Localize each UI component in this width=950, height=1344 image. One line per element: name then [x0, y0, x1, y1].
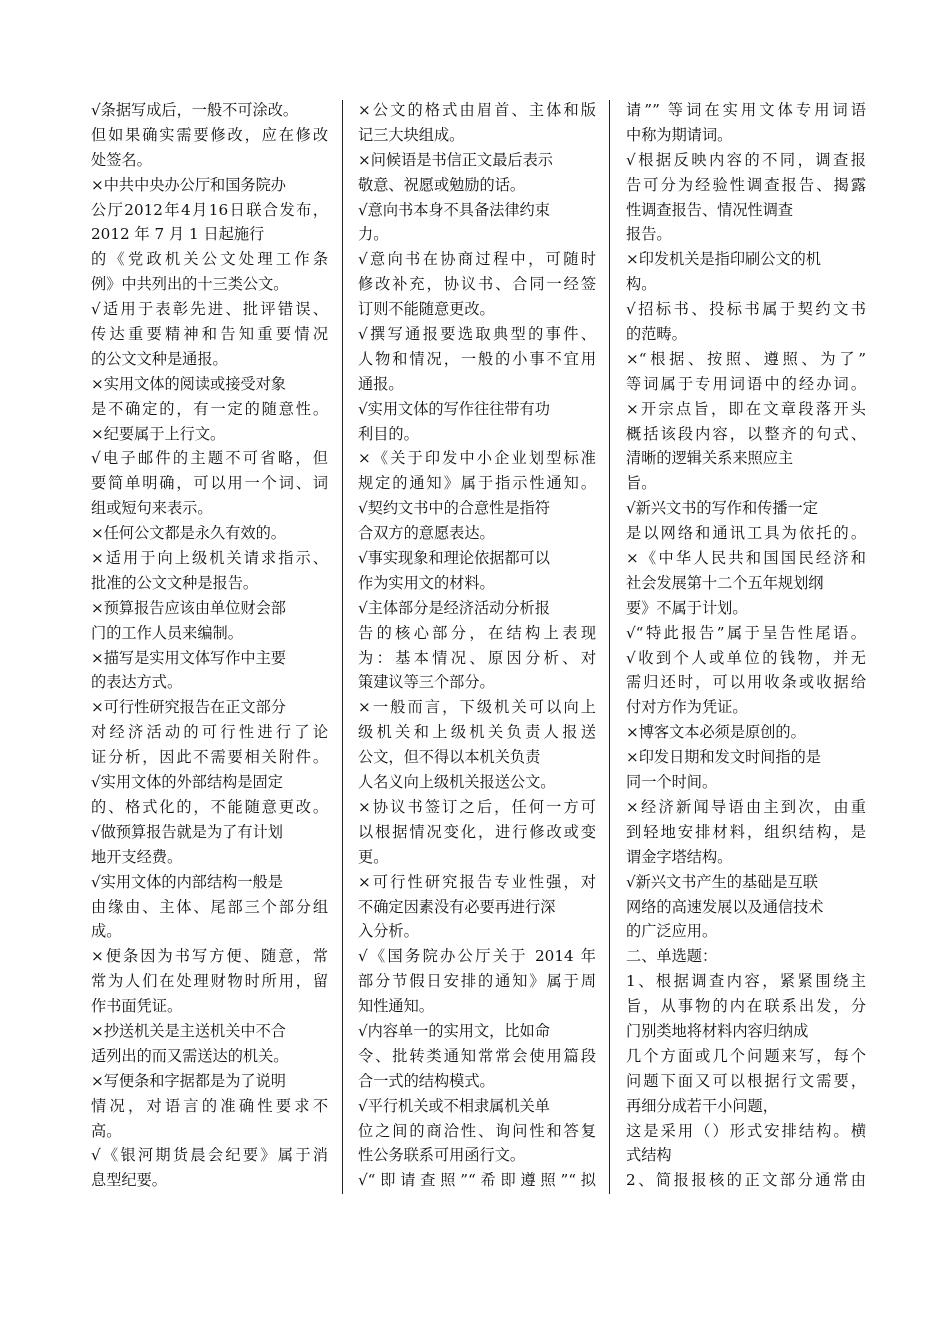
text-line: 知性通知。: [358, 997, 434, 1016]
text-line: ×《中华人民共和国国民经济和: [626, 549, 866, 568]
text-line: √新兴文书的写作和传播一定: [626, 499, 818, 518]
text-line: ×“根据、按照、遵照、为了”: [626, 349, 866, 368]
text-line: 合一式的结构模式。: [358, 1071, 495, 1090]
text-line: 成。: [91, 922, 122, 941]
text-line: 但如果确实需要修改，应在修改: [91, 125, 328, 144]
text-line: √“特此报告”属于呈告性尾语。: [626, 623, 866, 642]
text-line: 二、单选题：: [626, 947, 718, 966]
text-line: 为：基本情况、原因分析、对: [358, 648, 596, 667]
text-line: ×纪要属于上行文。: [91, 424, 226, 443]
text-line: ×一般而言，下级机关可以向上: [358, 698, 596, 717]
text-line: ×中共中央办公厅和国务院办: [91, 175, 286, 194]
text-line: 式结构: [626, 1146, 672, 1165]
text-line: 公厅2012年4月16日联合发布，: [91, 200, 328, 219]
text-line: 概括该段内容，以整齐的句式、: [626, 424, 866, 443]
text-line: 力。: [358, 225, 389, 244]
column-divider-2: [609, 100, 610, 1194]
text-line: 的《党政机关公文处理工作条: [91, 250, 328, 269]
text-line: 例》中共列出的十三类公文。: [91, 275, 289, 294]
text-line: 这是采用（）形式安排结构。横: [626, 1121, 866, 1140]
text-line: 请”” 等词在实用文体专用词语: [626, 101, 866, 119]
text-line: 更。: [358, 847, 389, 866]
text-line: ×写便条和字据都是为了说明: [91, 1071, 286, 1090]
text-line: 中称为期请词。: [626, 125, 733, 144]
text-line: 通报。: [358, 374, 404, 393]
text-line: 以根据情况变化，进行修改或变: [358, 822, 596, 841]
text-line: ×任何公文都是永久有效的。: [91, 524, 286, 543]
text-line: √收到个人或单位的钱物，并无: [626, 648, 866, 667]
text-line: 规定的通知》属于指示性通知。: [358, 474, 596, 493]
text-line: 告的核心部分，在结构上表现: [358, 623, 596, 642]
text-line: 记三大块组成。: [358, 125, 465, 144]
text-line: 旨，从事物的内在联系出发，分: [626, 997, 866, 1016]
text-line: 处签名。: [91, 150, 152, 169]
text-line: √主体部分是经济活动分析报: [358, 598, 550, 617]
text-line: 地开支经费。: [91, 847, 183, 866]
text-line: ×印发日期和发文时间指的是: [626, 748, 821, 767]
text-line: 的范畴。: [626, 325, 687, 344]
text-line: 入分析。: [358, 922, 419, 941]
text-line: 的公文文种是通报。: [91, 349, 228, 368]
text-line: 门的工作人员来编制。: [91, 623, 243, 642]
text-line: 人物和情况，一般的小事不宜用: [358, 349, 596, 368]
text-line: 敬意、祝愿或勉励的话。: [358, 175, 526, 194]
text-line: 高。: [91, 1121, 122, 1140]
text-line: √招标书、投标书属于契约文书: [626, 300, 866, 319]
text-line: 告可分为经验性调查报告、揭露: [626, 175, 866, 194]
text-line: 的、格式化的，不能随意更改。: [91, 797, 328, 816]
text-line: 谓金字塔结构。: [626, 847, 733, 866]
text-line: 等词属于专用词语中的经办词。: [626, 374, 866, 393]
text-line: 利目的。: [358, 424, 419, 443]
text-line: ×可行性研究报告在正文部分: [91, 698, 286, 717]
text-line: 清晰的逻辑关系来照应主: [626, 449, 794, 468]
text-line: 社会发展第十二个五年规划纲: [626, 573, 824, 592]
text-line: ×问候语是书信正文最后表示: [358, 150, 553, 169]
text-line: ×协议书签订之后，任何一方可: [358, 797, 596, 816]
text-line: ×可行性研究报告专业性强，对: [358, 872, 596, 891]
text-line: √根据反映内容的不同，调查报: [626, 150, 866, 169]
text-line: 人名义向上级机关报送公文。: [358, 773, 556, 792]
text-line: 令、批转类通知常常会使用篇段: [358, 1046, 596, 1065]
text-line: 策建议等三个部分。: [358, 673, 495, 692]
text-line: 作书面凭证。: [91, 997, 183, 1016]
text-line: 构。: [626, 275, 657, 294]
text-line: 对经济活动的可行性进行了论: [91, 723, 328, 742]
text-line: 几个方面或几个问题来写，每个: [626, 1046, 866, 1065]
text-line: ×印发机关是指印刷公文的机: [626, 250, 821, 269]
text-line: √《银河期货晨会纪要》属于消: [91, 1146, 328, 1165]
text-line: 付对方作为凭证。: [626, 698, 748, 717]
text-line: 需归还时，可以用收条或收据给: [626, 673, 866, 692]
text-line: 是不确定的，有一定的随意性。: [91, 399, 328, 418]
text-line: √意向书本身不具备法律约束: [358, 200, 550, 219]
column-middle: [358, 98, 596, 1193]
column-left: [91, 98, 328, 1193]
text-line: 门别类地将材料内容归纳成: [626, 1021, 809, 1040]
text-line: 传达重要精神和告知重要情况: [91, 325, 328, 344]
text-line: 再细分成若干小问题，: [626, 1096, 778, 1115]
text-line: 问题下面又可以根据行文需要，: [626, 1071, 866, 1090]
text-line: 是以网络和通讯工具为依托的。: [626, 524, 866, 543]
text-line: 1、根据调查内容，紧紧围绕主: [626, 972, 866, 991]
text-line: 要简单明确，可以用一个词、词: [91, 474, 328, 493]
text-line: ×经济新闻导语由主到次，由重: [626, 797, 866, 816]
text-line: 报告。: [626, 225, 672, 244]
text-line: ×描写是实用文体写作中主要: [91, 648, 286, 667]
text-line: ×博客文本必须是原创的。: [626, 723, 806, 742]
text-line: √新兴文书产生的基础是互联: [626, 872, 818, 891]
text-line: 2012 年 7 月 1 日起施行: [91, 225, 265, 244]
text-line: 同一个时间。: [626, 773, 718, 792]
text-line: √“即请查照”“希即遵照”“拟: [358, 1171, 596, 1190]
text-line: √做预算报告就是为了有计划: [91, 822, 283, 841]
text-line: 要》不属于计划。: [626, 598, 748, 617]
text-line: 修改补充，协议书、合同一经签: [358, 275, 596, 294]
text-line: 证分析，因此不需要相关附件。: [91, 748, 328, 767]
text-line: 的广泛应用。: [626, 922, 718, 941]
text-line: √适用于表彰先进、批评错误、: [91, 300, 328, 319]
text-line: √实用文体的外部结构是固定: [91, 773, 283, 792]
text-line: ×适用于向上级机关请求指示、: [91, 549, 328, 568]
text-line: √意向书在协商过程中，可随时: [358, 250, 596, 269]
text-line: ×开宗点旨，即在文章段落开头: [626, 399, 866, 418]
text-line: √条据写成后，一般不可涂改。: [91, 101, 299, 119]
text-line: 适列出的而又需送达的机关。: [91, 1046, 289, 1065]
text-line: √电子邮件的主题不可省略，但: [91, 449, 328, 468]
text-line: 批准的公文文种是报告。: [91, 573, 259, 592]
column-right: [626, 98, 866, 1193]
text-line: 位之间的商洽性、询问性和答复: [358, 1121, 596, 1140]
text-line: 合双方的意愿表达。: [358, 524, 495, 543]
text-line: 由缘由、主体、尾部三个部分组: [91, 897, 328, 916]
text-line: 级机关和上级机关负责人报送: [358, 723, 596, 742]
text-line: √平行机关或不相隶属机关单: [358, 1096, 550, 1115]
text-line: 旨。: [626, 474, 657, 493]
text-line: √内容单一的实用文，比如命: [358, 1021, 550, 1040]
text-line: ×预算报告应该由单位财会部: [91, 598, 286, 617]
text-line: √实用文体的写作往往带有功: [358, 399, 550, 418]
text-line: 网络的高速发展以及通信技术: [626, 897, 824, 916]
text-line: ×实用文体的阅读或接受对象: [91, 374, 286, 393]
text-line: 情况，对语言的准确性要求不: [91, 1096, 328, 1115]
text-line: 订则不能随意更改。: [358, 300, 495, 319]
text-line: √撰写通报要选取典型的事件、: [358, 325, 596, 344]
text-line: 不确定因素没有必要再进行深: [358, 897, 556, 916]
text-line: 公文，但不得以本机关负责: [358, 748, 541, 767]
text-line: √《国务院办公厅关于 2014 年: [358, 947, 596, 966]
text-line: ×抄送机关是主送机关中不合: [91, 1021, 286, 1040]
text-line: 性公务联系可用函行文。: [358, 1146, 526, 1165]
column-divider-1: [342, 100, 343, 1194]
text-line: ×便条因为书写方便、随意，常: [91, 947, 328, 966]
text-line: ×《关于印发中小企业划型标准: [358, 449, 596, 468]
text-line: √事实现象和理论依据都可以: [358, 549, 550, 568]
text-line: 到轻地安排材料，组织结构，是: [626, 822, 866, 841]
text-line: 作为实用文的材料。: [358, 573, 495, 592]
text-line: √契约文书中的合意性是指符: [358, 499, 550, 518]
text-line: 性调查报告、情况性调查: [626, 200, 794, 219]
text-line: 组或短句来表示。: [91, 499, 213, 518]
text-line: 常为人们在处理财物时所用，留: [91, 972, 328, 991]
text-line: 息型纪要。: [91, 1171, 167, 1190]
text-line: 的表达方式。: [91, 673, 183, 692]
text-line: 2、简报报核的正文部分通常由: [626, 1171, 866, 1190]
text-line: 部分节假日安排的通知》属于周: [358, 972, 596, 991]
text-line: ×公文的格式由眉首、主体和版: [358, 101, 596, 119]
text-line: √实用文体的内部结构一般是: [91, 872, 283, 891]
